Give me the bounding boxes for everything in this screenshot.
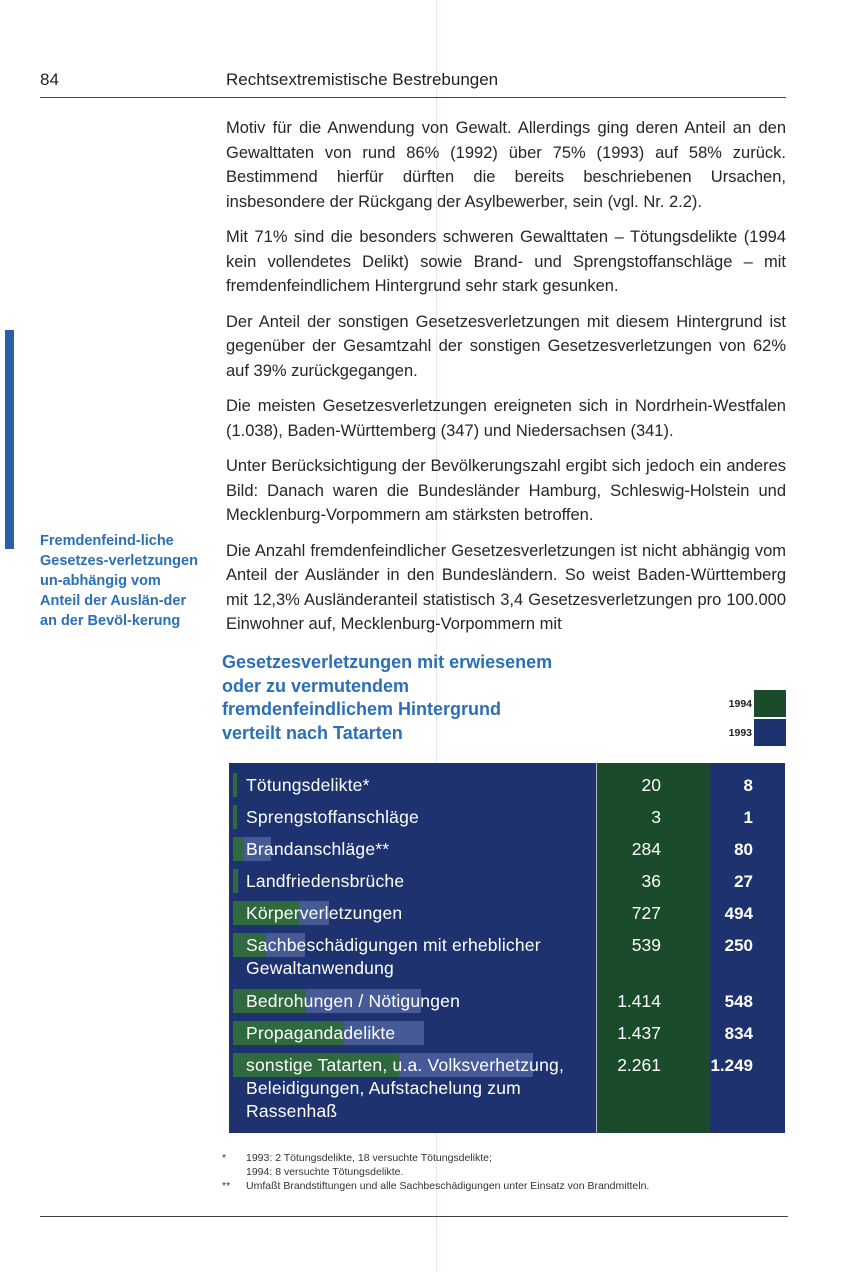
footnote-text: Umfaßt Brandstiftungen und alle Sachbeschädigungen unter Einsatz von Brandmitteln. bbox=[246, 1180, 650, 1192]
footnotes bbox=[222, 1151, 786, 1193]
value-1993: 20 bbox=[641, 775, 661, 795]
legend-label: 1994 bbox=[728, 698, 752, 710]
paragraph: Der Anteil der sonstigen Gesetzesverletzungen mit diesem Hintergrund ist gegenüber der Gesamtzahl der sonstigen Gesetzesverletzungen von 62% auf 39% zurückgegangen. bbox=[226, 312, 786, 380]
paragraph: Die Anzahl fremdenfeindlicher Gesetzesverletzungen ist nicht abhängig vom Anteil der Ausländer in den Bundesländern. So weist Baden-Württemberg mit 12,3% Ausländeranteil statistisch 3,4 Gesetzesverletzungen pro 100.000 Einwohner auf, Mecklenburg-Vorpommern mit bbox=[226, 541, 786, 633]
bar-1994 bbox=[233, 773, 237, 797]
value-1994: 834 bbox=[724, 1024, 753, 1043]
bar-1994 bbox=[233, 869, 237, 893]
row-label: sonstige Tatarten, u.a. Volksverhetzung, Beleidigungen, Aufstachelung zum Rassenhaß bbox=[246, 1055, 565, 1121]
value-1994: 1.249 bbox=[710, 1056, 753, 1075]
header-rule bbox=[40, 97, 786, 98]
paragraph: Motiv für die Anwendung von Gewalt. Allerdings ging deren Anteil an den Gewalttaten von rund 86% (1992) über 75% (1993) auf 58% zurück. Bestimmend hierfür dürften die bereits beschriebenen Ursachen, insbesondere der Rückgang der Asylbewerber, sein (vgl. Nr. 2.2). bbox=[226, 119, 786, 211]
value-1993: 2.261 bbox=[617, 1055, 661, 1075]
value-1993: 1.414 bbox=[617, 991, 661, 1011]
chart-title: Gesetzesverletzungen mit erwiesenem oder zu vermutendem fremdenfeindlichem Hintergrund verteilt nach Tatarten bbox=[222, 652, 553, 743]
value-1994: 8 bbox=[743, 776, 753, 795]
row-label: Landfriedensbrüche bbox=[246, 871, 405, 891]
column-divider bbox=[596, 763, 597, 1133]
row-label: Propagandadelikte bbox=[246, 1023, 396, 1043]
bar-1994 bbox=[233, 837, 244, 861]
row-label: Brandanschläge** bbox=[246, 839, 390, 859]
value-1994: 548 bbox=[724, 992, 753, 1011]
chart-legend bbox=[700, 690, 790, 748]
legend-swatch-1993 bbox=[754, 719, 786, 746]
body-text bbox=[226, 116, 786, 648]
value-1993: 36 bbox=[641, 871, 661, 891]
running-title: Rechtsextremistische Bestrebungen bbox=[226, 70, 499, 89]
footnote-text: 1993: 2 Tötungsdelikte, 18 versuchte Tötungsdelikte; bbox=[246, 1152, 492, 1164]
value-1994: 494 bbox=[724, 904, 753, 923]
value-1993: 727 bbox=[631, 903, 661, 923]
footnote bbox=[222, 1179, 786, 1193]
value-1993: 539 bbox=[631, 935, 661, 955]
crime-table bbox=[229, 763, 785, 1133]
bar-1994 bbox=[233, 805, 237, 829]
row-label: Sprengstoffanschläge bbox=[246, 807, 419, 827]
margin-note: Fremdenfeind-liche Gesetzes-verletzungen un-abhängig vom Anteil der Auslän-der an der Bevöl-kerung bbox=[40, 533, 198, 629]
paragraph: Unter Berücksichtigung der Bevölkerungszahl ergibt sich jedoch ein anderes Bild: Danach waren die Bundesländer Hamburg, Schleswig-Holstein und Mecklenburg-Vorpommern am stärksten betroffen. bbox=[226, 457, 786, 524]
page-number: 84 bbox=[40, 70, 59, 89]
footnote-mark: ** bbox=[222, 1180, 231, 1192]
value-1994: 1 bbox=[743, 808, 753, 827]
paragraph: Mit 71% sind die besonders schweren Gewalttaten – Tötungsdelikte (1994 kein vollendetes Delikt) sowie Brand- und Sprengstoffanschläge – mit fremdenfeindlichem Hintergrund sehr stark gesunken. bbox=[226, 228, 786, 295]
margin-marker-bar bbox=[5, 330, 14, 549]
legend-label: 1993 bbox=[728, 727, 752, 739]
footnote bbox=[222, 1151, 786, 1165]
footnote bbox=[222, 1165, 786, 1179]
value-1993: 3 bbox=[651, 807, 661, 827]
legend-item-1993 bbox=[700, 719, 790, 746]
value-1993: 284 bbox=[631, 839, 661, 859]
footer-rule bbox=[40, 1216, 788, 1217]
legend-swatch-1994 bbox=[754, 690, 786, 717]
footnote-text: 1994: 8 versuchte Tötungsdelikte. bbox=[246, 1166, 404, 1178]
row-label: Körperverletzungen bbox=[246, 903, 403, 923]
row-label: Sachbeschädigungen mit erheblicher Gewaltanwendung bbox=[246, 935, 541, 978]
value-1993: 1.437 bbox=[617, 1023, 661, 1043]
footnote-mark: * bbox=[222, 1152, 227, 1164]
paragraph: Die meisten Gesetzesverletzungen ereigneten sich in Nordrhein-Westfalen (1.038), Baden-Württemberg (347) und Niedersachsen (341). bbox=[226, 397, 786, 440]
value-1994: 80 bbox=[734, 840, 753, 859]
legend-item-1994 bbox=[700, 690, 790, 717]
value-1994: 250 bbox=[724, 936, 753, 955]
row-label: Tötungsdelikte* bbox=[246, 775, 370, 795]
row-label: Bedrohungen / Nötigungen bbox=[246, 991, 460, 1011]
value-1994: 27 bbox=[734, 872, 753, 891]
